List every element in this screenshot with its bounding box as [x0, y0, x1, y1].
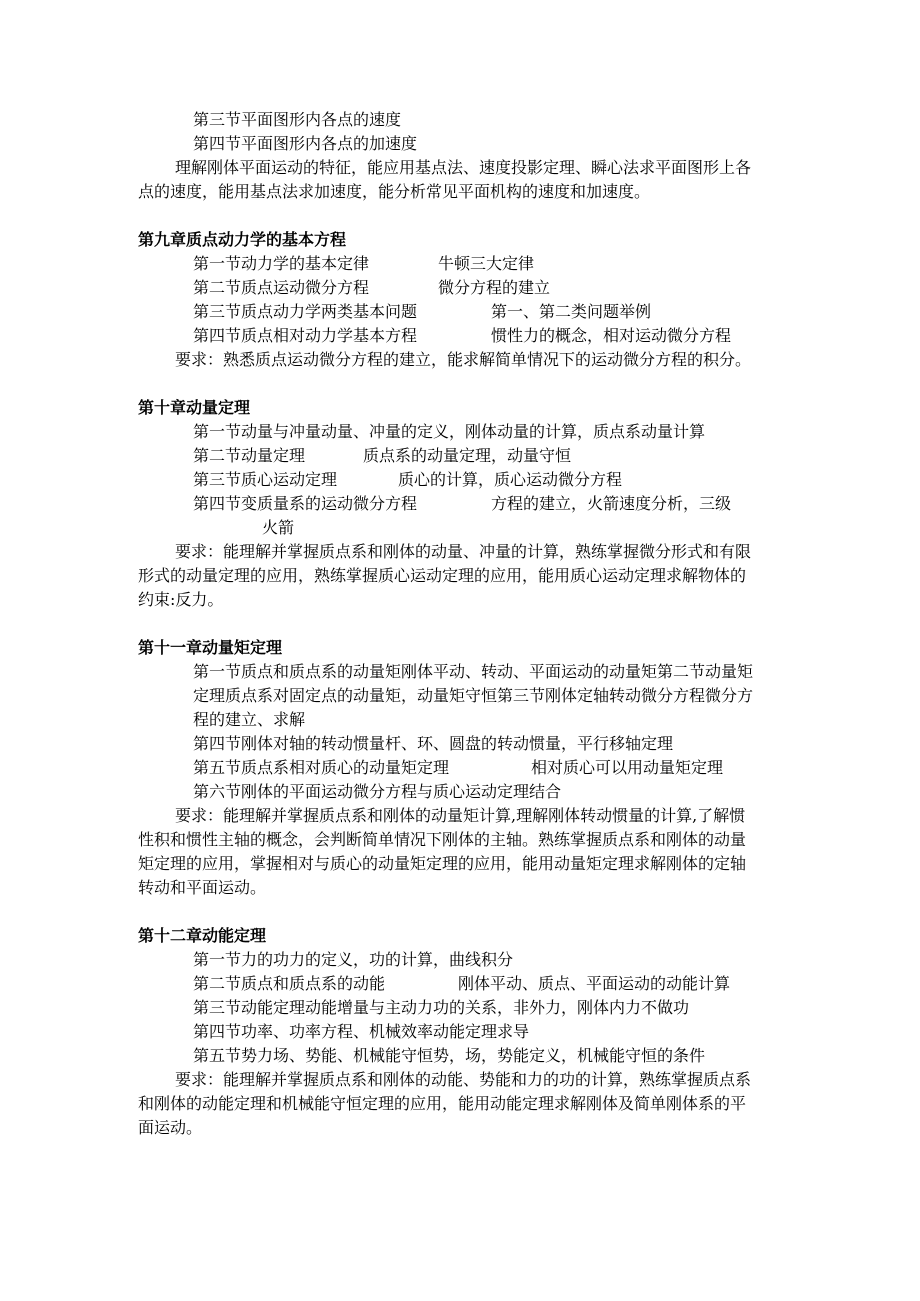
topic-name: 第二节质点运动微分方程	[193, 278, 370, 297]
topic-detail: 质点系的动量定理，动量守恒	[363, 446, 572, 465]
topic-line: 第四节功率、功率方程、机械效率动能定理求导	[193, 1022, 530, 1041]
chapter-title: 第十一章动量矩定理	[138, 638, 283, 657]
topic-detail: 惯性力的概念，相对运动微分方程	[491, 326, 732, 345]
topic-para-line: 第一节质点和质点系的动量矩刚体平动、转动、平面运动的动量矩第二节动量矩	[193, 662, 754, 681]
requirement-line: 矩定理的应用，掌握相对与质心的动量矩定理的应用，能用动量矩定理求解刚体的定轴	[138, 854, 747, 873]
requirement-line: 和刚体的动能定理和机械能守恒定理的应用，能用动能定理求解刚体及简单刚体系的平	[138, 1094, 747, 1113]
topic-detail: 方程的建立，火箭速度分析，三级	[491, 494, 732, 513]
topic-detail: 第一、第二类问题举例	[491, 302, 652, 321]
requirement-line: 形式的动量定理的应用，熟练掌握质心运动定理的应用，能用质心运动定理求解物体的	[138, 566, 747, 585]
topic-name: 第五节质点系相对质心的动量矩定理	[193, 758, 450, 777]
requirement-line: 约束:反力。	[138, 590, 224, 609]
topic-line: 第三节平面图形内各点的速度	[193, 110, 402, 129]
topic-name: 第三节质点动力学两类基本问题	[193, 302, 418, 321]
topic-detail: 刚体平动、质点、平面运动的动能计算	[458, 974, 731, 993]
topic-detail: 相对质心可以用动量矩定理	[531, 758, 724, 777]
topic-line: 第五节势力场、势能、机械能守恒势，场，势能定义，机械能守恒的条件	[193, 1046, 706, 1065]
topic-line: 第六节刚体的平面运动微分方程与质心运动定理结合	[193, 782, 562, 801]
topic-detail: 质心的计算，质心运动微分方程	[398, 470, 623, 489]
requirement-line: 要求：熟悉质点运动微分方程的建立，能求解简单情况下的运动微分方程的积分。	[175, 350, 752, 369]
topic-line: 第四节刚体对轴的转动惯量杆、环、圆盘的转动惯量，平行移轴定理	[193, 734, 674, 753]
requirement-line: 转动和平面运动。	[138, 878, 267, 897]
topic-line: 第三节动能定理动能增量与主动力功的关系，非外力，刚体内力不做功	[193, 998, 690, 1017]
topic-detail: 牛顿三大定律	[438, 254, 535, 273]
requirement-line: 面运动。	[138, 1118, 203, 1137]
topic-name: 第二节质点和质点系的动能	[193, 974, 386, 993]
topic-para-line: 定理质点系对固定点的动量矩，动量矩守恒第三节刚体定轴转动微分方程微分方	[193, 686, 754, 705]
chapter-title: 第十章动量定理	[138, 398, 251, 417]
requirement-line: 要求：能理解并掌握质点系和刚体的动量、冲量的计算，熟练掌握微分形式和有限	[175, 542, 752, 561]
topic-name: 第二节动量定理	[193, 446, 306, 465]
requirement-line: 性积和惯性主轴的概念，会判断简单情况下刚体的主轴。熟练掌握质点系和刚体的动量	[138, 830, 747, 849]
chapter-title: 第九章质点动力学的基本方程	[138, 230, 347, 249]
requirement-line: 要求：能理解并掌握质点系和刚体的动量矩计算,理解刚体转动惯量的计算,了解惯	[175, 806, 746, 825]
topic-detail: 微分方程的建立	[438, 278, 551, 297]
topic-name: 第三节质心运动定理	[193, 470, 338, 489]
topic-name: 第一节动力学的基本定律	[193, 254, 370, 273]
topic-line: 第一节动量与冲量动量、冲量的定义，刚体动量的计算，质点系动量计算	[193, 422, 706, 441]
topic-wrap: 火箭	[262, 518, 295, 537]
topic-line: 第四节平面图形内各点的加速度	[193, 134, 418, 153]
topic-line: 第一节力的功力的定义，功的计算，曲线积分	[193, 950, 514, 969]
requirement-line: 点的速度，能用基点法求加速度，能分析常见平面机构的速度和加速度。	[138, 182, 651, 201]
topic-name: 第四节变质量系的运动微分方程	[193, 494, 418, 513]
topic-name: 第四节质点相对动力学基本方程	[193, 326, 418, 345]
topic-para-line: 程的建立、求解	[193, 710, 306, 729]
chapter-title: 第十二章动能定理	[138, 926, 267, 945]
requirement-line: 理解刚体平面运动的特征，能应用基点法、速度投影定理、瞬心法求平面图形上各	[175, 158, 752, 177]
requirement-line: 要求：能理解并掌握质点系和刚体的动能、势能和力的功的计算，熟练掌握质点系	[175, 1070, 752, 1089]
